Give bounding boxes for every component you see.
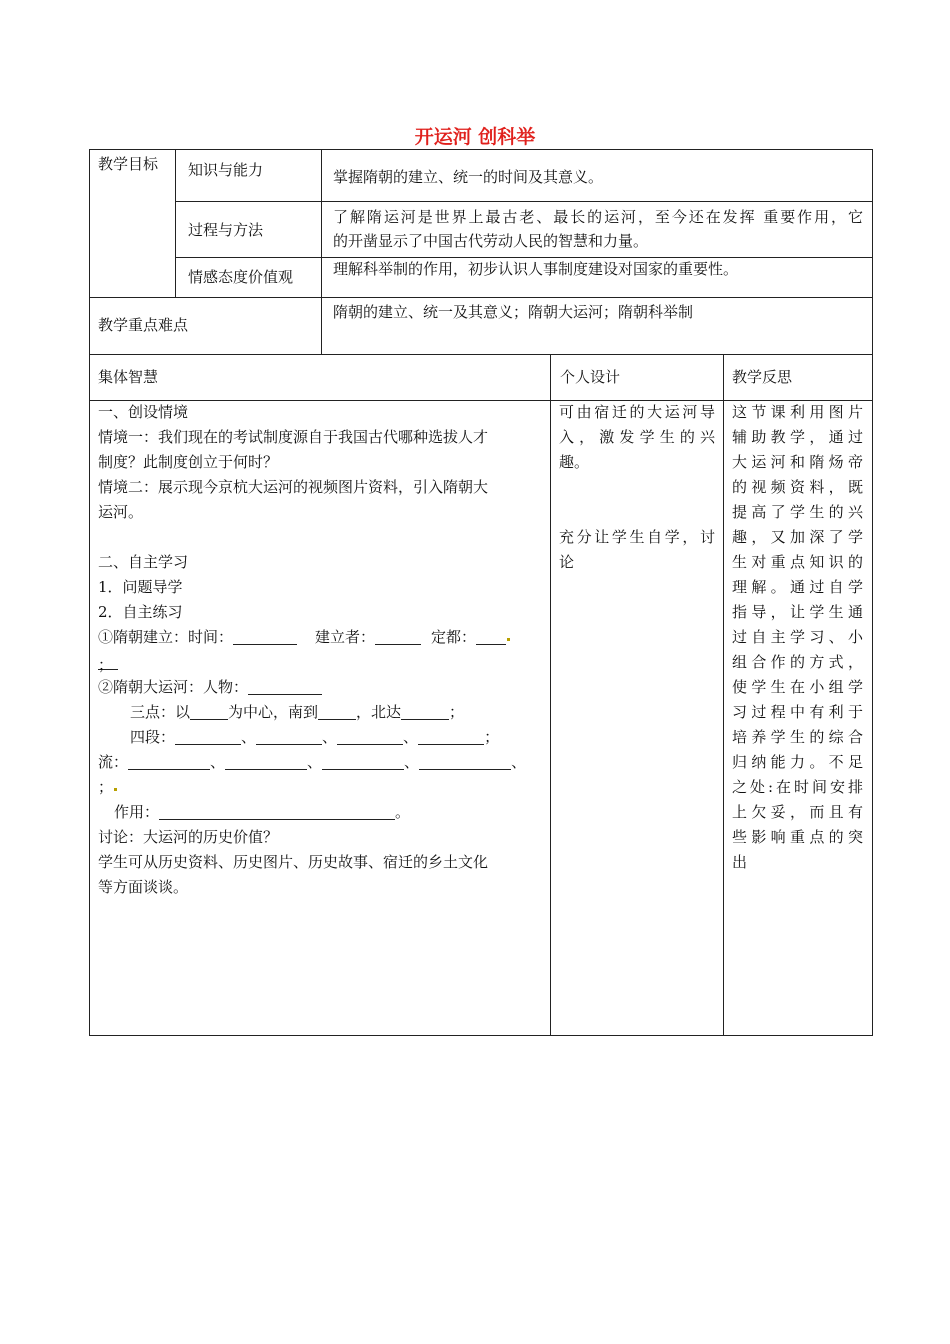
table-border-right xyxy=(872,149,873,1036)
col-header-reflection: 教学反思 xyxy=(732,368,793,386)
exercise-sui-founding: ①隋朝建立：时间： 建立者： 定都： xyxy=(98,625,544,650)
document-title: 开运河 创科举 xyxy=(414,126,536,148)
reflection-line: 提高了学生的兴 xyxy=(732,503,863,521)
reflection-line: 趣，又加深了学 xyxy=(732,528,863,546)
scenario-1-line2: 制度？此制度创立于何时？ xyxy=(98,453,279,471)
scenario-2-line2: 运河。 xyxy=(98,503,144,521)
reflection-line: 习过程中有利于 xyxy=(732,703,863,721)
reflection-line: 辅助教学，通过 xyxy=(732,428,863,446)
collective-content xyxy=(98,400,544,900)
blank-river-1[interactable] xyxy=(128,753,210,770)
reflection-line: 生对重点知识的 xyxy=(732,553,863,571)
blank-river-3[interactable] xyxy=(322,753,404,770)
section-2-title: 二、自主学习 xyxy=(98,553,189,571)
section-1-title: 一、创设情境 xyxy=(98,403,189,421)
divider-v-reflection xyxy=(723,354,724,1036)
exercise-five-rivers-end: ； xyxy=(98,775,544,800)
reflection-line: 组合作的方式， xyxy=(732,653,863,671)
blank-south[interactable] xyxy=(318,703,356,720)
blank-founding-time[interactable] xyxy=(233,628,297,645)
divider-h-row1 xyxy=(175,201,873,202)
reflection-line: 的视频资料，既 xyxy=(732,478,863,496)
exercise-sui-founding-end xyxy=(98,650,544,675)
table-border-left xyxy=(89,149,90,1036)
scenario-2-line1: 情境二：展示现今京杭大运河的视频图片资料，引入隋朝大 xyxy=(98,478,489,496)
reflection-line: 大运河和隋炀帝 xyxy=(732,453,863,471)
row-content-process-line2: 的开凿显示了中国古代劳动人民的智慧和力量。 xyxy=(333,232,649,250)
personal-line2: 入，激发学生的兴 xyxy=(559,428,715,446)
scenario-1-line1: 情境一：我们现在的考试制度源自于我国古代哪种选拔人才 xyxy=(98,428,489,446)
reflection-line: 出 xyxy=(732,853,748,871)
item-guided-questions: 1．问题导学 xyxy=(98,578,183,596)
col-header-personal: 个人设计 xyxy=(560,368,621,386)
reflection-content xyxy=(732,400,863,875)
blank-river-4[interactable] xyxy=(419,753,511,770)
item-self-practice: 2．自主练习 xyxy=(98,603,183,621)
objectives-label: 教学目标 xyxy=(98,155,159,173)
personal-line3: 趣。 xyxy=(559,453,590,471)
reflection-line: 过自主学习、小 xyxy=(732,628,863,646)
personal-content xyxy=(559,400,715,575)
reflection-line: 指导，让学生通 xyxy=(732,603,863,621)
mark-dot xyxy=(507,638,510,641)
exercise-effect: 作用： 。 xyxy=(114,803,411,821)
col-header-collective: 集体智慧 xyxy=(98,368,159,386)
row-label-knowledge: 知识与能力 xyxy=(188,161,264,179)
table-border-bottom xyxy=(89,1035,873,1036)
blank-section-4[interactable] xyxy=(418,728,484,745)
reflection-line: 这节课利用图片 xyxy=(732,403,863,421)
blank-section-3[interactable] xyxy=(337,728,403,745)
exercise-three-points: 三点：以 为中心，南到 ，北达 ； xyxy=(130,703,465,721)
exercise-four-sections: 四段： 、 、 、 ； xyxy=(130,728,500,746)
reflection-line: 归纳能力。不足 xyxy=(732,753,863,771)
exercise-five-rivers: 流： 、 、 、 、 xyxy=(98,753,527,771)
personal-line4: 充分让学生自学，讨 xyxy=(559,528,715,546)
reflection-line: 之处:在时间安排 xyxy=(732,778,863,796)
blank-capital[interactable] xyxy=(476,628,506,645)
reflection-line: 理解。通过自学 xyxy=(732,578,863,596)
blank-effect[interactable] xyxy=(159,803,395,820)
row-label-attitude: 情感态度价值观 xyxy=(188,268,294,286)
table-border-top xyxy=(89,149,873,150)
row-label-process: 过程与方法 xyxy=(188,221,264,239)
divider-v-label xyxy=(175,149,176,297)
blank-section-2[interactable] xyxy=(256,728,322,745)
blank-river-2[interactable] xyxy=(225,753,307,770)
row-content-process-line1: 了解隋运河是世界上最古老、最长的运河，至今还在发挥 重要作用，它 xyxy=(333,208,863,226)
blank-capital-cont[interactable]: ； xyxy=(98,653,118,670)
lesson-plan-table xyxy=(89,149,873,1036)
reflection-line: 些影响重点的突 xyxy=(732,828,863,846)
personal-line5: 论 xyxy=(559,553,575,571)
reflection-line: 培养学生的综合 xyxy=(732,728,863,746)
students-line1: 学生可从历史资料、历史图片、历史故事、宿迁的乡土文化 xyxy=(98,853,489,871)
divider-h-keypoints xyxy=(89,354,873,355)
key-points-label: 教学重点难点 xyxy=(98,316,189,334)
students-line2: 等方面谈谈。 xyxy=(98,878,189,896)
blank-section-1[interactable] xyxy=(175,728,241,745)
reflection-line: 上欠妥，而且有 xyxy=(732,803,863,821)
blank-north[interactable] xyxy=(401,703,449,720)
divider-v-content xyxy=(321,149,322,354)
blank-person[interactable] xyxy=(248,678,322,695)
blank-line xyxy=(98,525,544,550)
row-content-attitude: 理解科举制的作用，初步认识人事制度建设对国家的重要性。 xyxy=(333,260,739,278)
discussion-line: 讨论：大运河的历史价值？ xyxy=(98,828,279,846)
blank-line xyxy=(559,475,715,525)
personal-line1: 可由宿迁的大运河导 xyxy=(559,403,715,421)
blank-center[interactable] xyxy=(190,703,228,720)
mark-dot-2 xyxy=(114,788,117,791)
blank-founder[interactable] xyxy=(375,628,421,645)
reflection-line: 使学生在小组学 xyxy=(732,678,863,696)
key-points-content: 隋朝的建立、统一及其意义；隋朝大运河；隋朝科举制 xyxy=(333,303,694,321)
row-content-knowledge: 掌握隋朝的建立、统一的时间及其意义。 xyxy=(333,168,604,186)
divider-h-objectives xyxy=(89,297,873,298)
exercise-grand-canal: ②隋朝大运河：人物： xyxy=(98,675,544,700)
divider-v-personal xyxy=(550,354,551,1036)
